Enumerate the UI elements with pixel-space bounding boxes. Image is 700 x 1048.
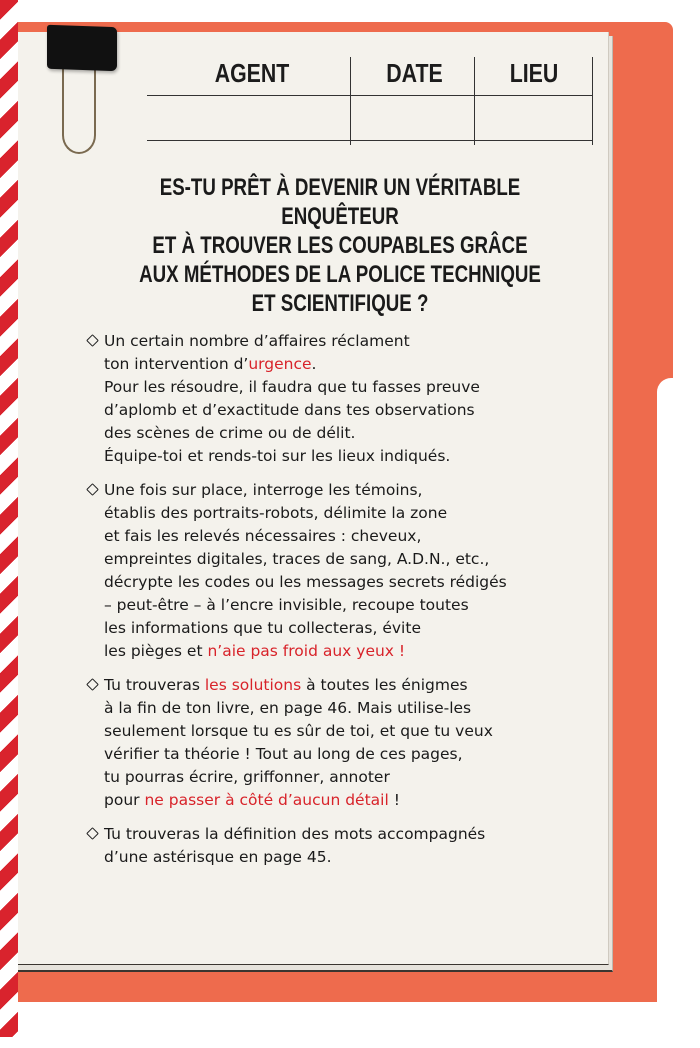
bullet-paragraph <box>88 330 608 468</box>
text-line <box>104 502 608 525</box>
form-header-lieu: LIEU <box>509 58 559 88</box>
text-line <box>104 594 608 617</box>
highlighted-text: n’aie pas froid aux yeux ! <box>207 642 406 660</box>
form-field-agent[interactable] <box>147 96 350 140</box>
form-bottom-line <box>147 140 593 141</box>
text-run: Tu trouveras la définition des mots accompagnés <box>104 825 486 843</box>
text-line <box>104 720 608 743</box>
text-line <box>104 766 608 789</box>
folder-tab-edge <box>657 378 700 1018</box>
headline-line: ET SCIENTIFIQUE ? <box>251 290 429 317</box>
text-line <box>104 823 608 846</box>
text-run: les informations que tu collecteras, évite <box>104 619 421 637</box>
highlighted-text: ne passer à côté d’aucun détail <box>144 791 389 809</box>
headline-line: ES-TU PRÊT À DEVENIR UN VÉRITABLE ENQUÊTEUR <box>159 174 521 230</box>
text-run: décrypte les codes ou les messages secrets rédigés <box>104 573 507 591</box>
headline <box>60 173 620 318</box>
case-form-table <box>147 52 593 142</box>
text-line <box>104 617 608 640</box>
text-line <box>104 376 608 399</box>
text-run: d’une astérisque en page 45. <box>104 848 332 866</box>
diamond-bullet-icon <box>86 483 99 496</box>
text-run: et fais les relevés nécessaires : cheveux, <box>104 527 422 545</box>
text-line <box>104 445 608 468</box>
text-line <box>104 525 608 548</box>
binder-clip-icon <box>47 25 117 71</box>
diamond-bullet-icon <box>86 678 99 691</box>
bullet-paragraph <box>88 674 608 812</box>
candy-stripe-border <box>0 0 18 1037</box>
text-line <box>104 674 608 697</box>
text-line <box>104 399 608 422</box>
instructions-body <box>88 330 608 869</box>
text-line <box>104 571 608 594</box>
text-run: les pièges et <box>104 642 208 660</box>
text-run: empreintes digitales, traces de sang, A.D.N., etc., <box>104 550 490 568</box>
text-line <box>104 548 608 571</box>
text-run: des scènes de crime ou de délit. <box>104 424 356 442</box>
binder-clip-wire-icon <box>62 62 96 154</box>
text-line <box>104 422 608 445</box>
diamond-bullet-icon <box>86 334 99 347</box>
text-line <box>104 330 608 353</box>
text-run: Équipe-toi et rends-toi sur les lieux indiqués. <box>104 447 451 465</box>
diamond-bullet-icon <box>86 827 99 840</box>
text-run: pour <box>104 791 145 809</box>
text-run: Un certain nombre d’affaires réclament <box>104 332 410 350</box>
text-line <box>104 479 608 502</box>
text-run: Pour les résoudre, il faudra que tu fasses preuve <box>104 378 480 396</box>
text-line <box>104 697 608 720</box>
form-field-lieu[interactable] <box>475 96 592 140</box>
highlighted-text: urgence <box>248 355 312 373</box>
text-run: à toutes les énigmes <box>301 676 468 694</box>
folder-bottom-edge <box>598 1028 700 1048</box>
text-run: ton intervention d’ <box>104 355 249 373</box>
form-divider <box>592 57 593 145</box>
form-header-date: DATE <box>386 58 443 88</box>
headline-line: ET À TROUVER LES COUPABLES GRÂCE <box>152 232 528 259</box>
text-run: d’aplomb et d’exactitude dans tes observations <box>104 401 475 419</box>
text-run: tu pourras écrire, griffonner, annoter <box>104 768 390 786</box>
text-run: Une fois sur place, interroge les témoins, <box>104 481 423 499</box>
text-run: . <box>311 355 317 373</box>
text-run: vérifier ta théorie ! Tout au long de ces pages, <box>104 745 463 763</box>
text-run: Tu trouveras <box>104 676 205 694</box>
text-run: ! <box>388 791 400 809</box>
text-line <box>104 743 608 766</box>
text-line <box>104 846 608 869</box>
form-field-date[interactable] <box>351 96 474 140</box>
text-line <box>104 789 608 812</box>
text-line <box>104 640 608 663</box>
text-run: – peut-être – à l’encre invisible, recoupe toutes <box>104 596 469 614</box>
form-header-agent: AGENT <box>214 58 290 88</box>
text-line <box>104 353 608 376</box>
bullet-paragraph <box>88 823 608 869</box>
text-run: établis des portraits-robots, délimite la zone <box>104 504 448 522</box>
highlighted-text: les solutions <box>204 676 302 694</box>
text-run: seulement lorsque tu es sûr de toi, et que tu veux <box>104 722 493 740</box>
bullet-paragraph <box>88 479 608 663</box>
text-run: à la fin de ton livre, en page 46. Mais utilise-les <box>104 699 472 717</box>
headline-line: AUX MÉTHODES DE LA POLICE TECHNIQUE <box>139 261 541 288</box>
